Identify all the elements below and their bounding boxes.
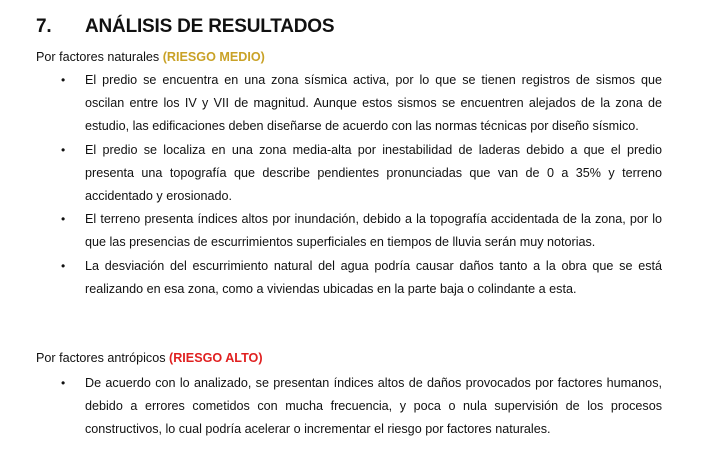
bullet-icon: • — [61, 376, 66, 390]
bullet-icon: • — [61, 258, 66, 273]
section-heading — [36, 16, 334, 38]
bullet-icon: • — [61, 142, 66, 157]
anthropic-risk-level: (RIESGO ALTO) — [169, 351, 263, 365]
anthropic-factors-label: Por factores antrópicos — [36, 351, 169, 365]
list-item — [36, 139, 662, 209]
bullet-icon: • — [61, 73, 66, 87]
section-number: 7. — [36, 16, 52, 37]
list-item-text: El predio se encuentra en una zona sísmica activa, por lo que se tienen registros de sismos que oscilan entre los IV y VII de magnitud. Aunque estos sismos se encuentren alejados de la zona de estudio, las edificaciones deben diseñarse de acuerdo con las normas técnicas por diseño sísmico. — [85, 73, 662, 134]
natural-factors-list — [36, 69, 662, 301]
list-item-text: De acuerdo con lo analizado, se presentan índices altos de daños provocados por factores humanos, debido a errores cometidos con mucha frecuencia, y poca o nula supervisión de los procesos constructivos, lo cual podría acelerar o incrementar el riesgo por factores naturales. — [85, 376, 662, 437]
section-title: ANÁLISIS DE RESULTADOS — [85, 16, 335, 37]
list-item — [36, 372, 662, 442]
natural-factors-subheading — [36, 50, 265, 64]
anthropic-factors-subheading — [36, 351, 263, 365]
natural-risk-level: (RIESGO MEDIO) — [162, 50, 265, 64]
list-item-text: La desviación del escurrimiento natural del agua podría causar daños tanto a la obra que se está realizando en esa zona, como a viviendas ubicadas en la parte baja o colindante a esta. — [85, 258, 662, 296]
anthropic-factors-list — [36, 372, 662, 442]
natural-factors-label: Por factores naturales — [36, 50, 163, 64]
list-item — [36, 208, 662, 254]
list-item-text: El predio se localiza en una zona media-alta por inestabilidad de laderas debido a que el predio presenta una topografía que describe pendientes pronunciadas que van de 0 a 35% y terreno accidentado y erosionado. — [85, 142, 662, 204]
list-item — [36, 255, 662, 301]
list-item-text: El terreno presenta índices altos por inundación, debido a la topografía accidentada de la zona, por lo que las presencias de escurrimientos superficiales en tiempos de lluvia serán muy notorias. — [85, 212, 662, 250]
list-item — [36, 69, 662, 139]
bullet-icon: • — [61, 212, 66, 227]
